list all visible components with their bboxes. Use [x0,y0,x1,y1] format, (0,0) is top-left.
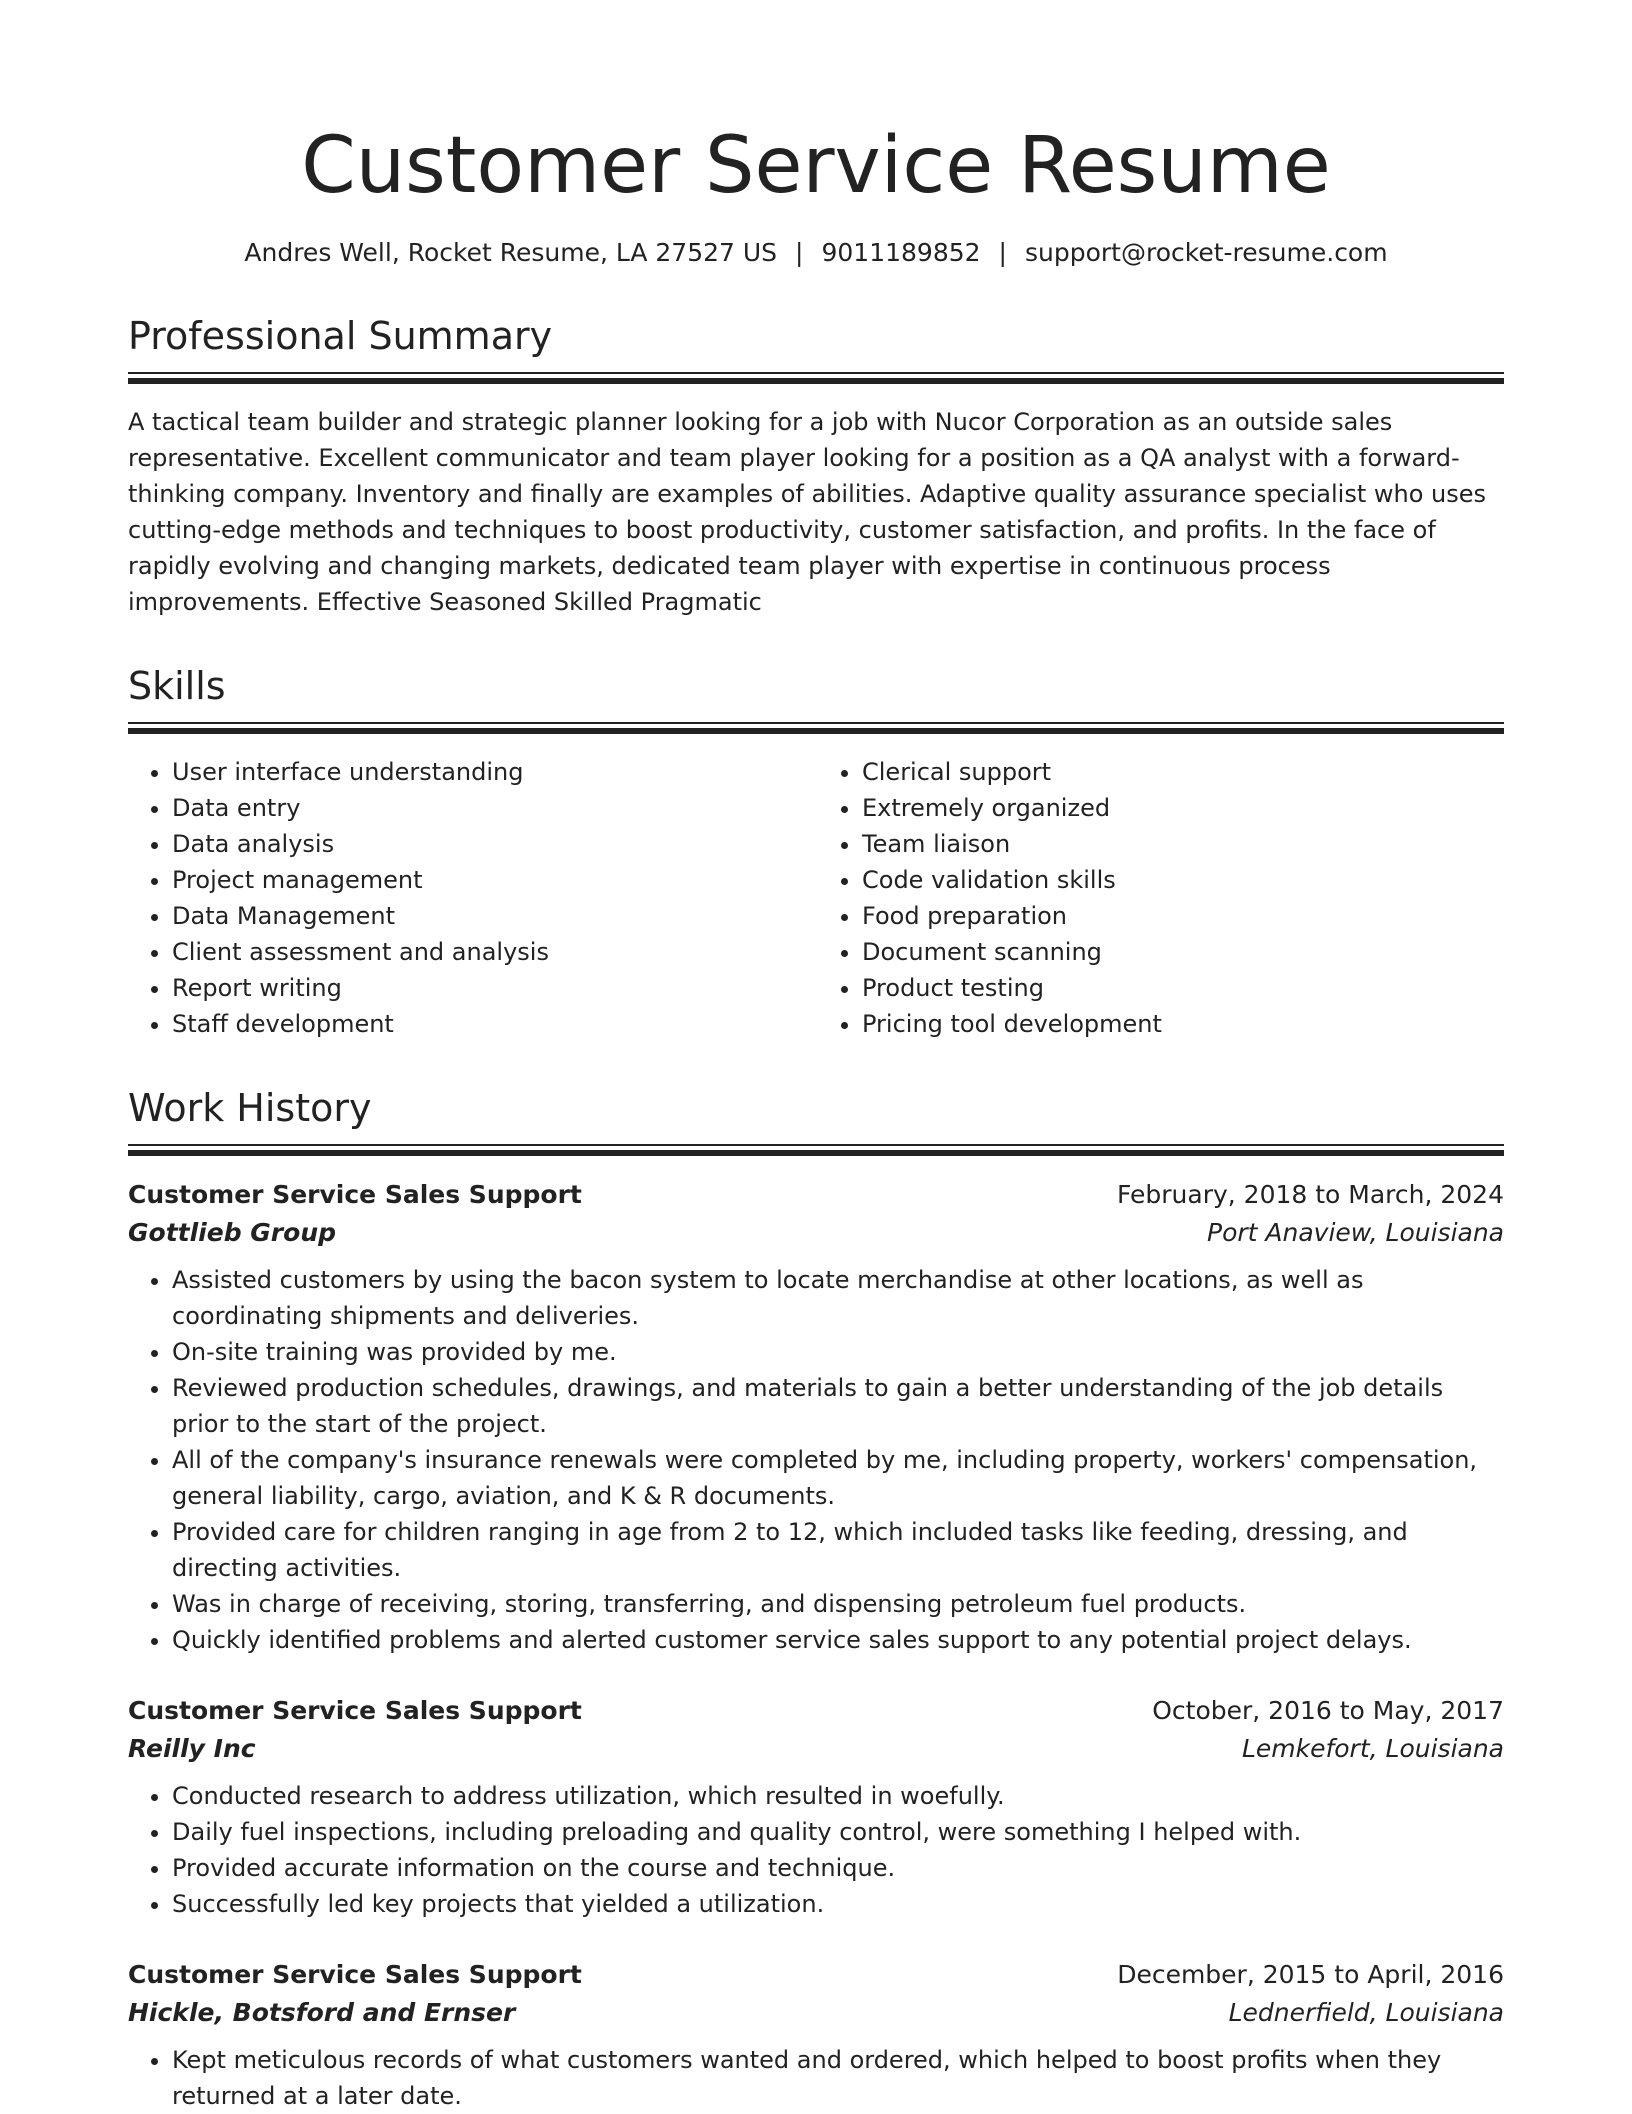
resume-title: Customer Service Resume [301,121,1331,211]
job-subheader [128,1994,1504,2032]
job-header [128,1692,1504,1730]
job-header [128,1176,1504,1214]
summary-section [128,312,1504,620]
job-bullet: • Kept meticulous records of what customers wanted and ordered, which helped to boost profits when they returned at a later date. [172,2042,1504,2114]
job-bullet: • Provided care for children ranging in age from 2 to 12, which included tasks like feeding, dressing, and directing activities. [172,1514,1504,1586]
skill-item: • Client assessment and analysis [172,934,814,970]
job-dates: October, 2016 to May, 2017 [1152,1696,1504,1725]
job-company: Reilly Inc [128,1734,256,1763]
skills-list-left [128,754,814,1042]
contact-address: Andres Well, Rocket Resume, LA 27527 US [244,238,778,267]
job-bullet: • Reviewed production schedules, drawings, and materials to gain a better understanding of the job details prior to the start of the project. [172,1370,1504,1442]
job-subheader [128,1730,1504,1768]
job-bullets [128,2042,1504,2114]
job-location: Port Anaview, Louisiana [1207,1218,1504,1247]
job-bullet: • Daily fuel inspections, including preloading and quality control, were something I helped with. [172,1814,1504,1850]
job-bullet: • Conducted research to address utilization, which resulted in woefully. [172,1778,1504,1814]
job-title: Customer Service Sales Support [128,1180,582,1209]
skills-list-right [814,754,1504,1042]
section-divider [128,1144,1504,1156]
job-entry [128,1176,1504,1658]
skill-item: • Data entry [172,790,814,826]
skill-item: • Project management [172,862,814,898]
work-history-section [128,1084,1504,2114]
skills-section [128,662,1504,1042]
job-entry [128,1692,1504,1922]
skills-heading: Skills [128,664,226,708]
job-bullet: • Provided accurate information on the course and technique. [172,1850,1504,1886]
skill-item: • Report writing [172,970,814,1006]
job-bullets [128,1262,1504,1658]
job-dates: December, 2015 to April, 2016 [1117,1960,1504,1989]
skill-item: • Data Management [172,898,814,934]
contact-email: support@rocket-resume.com [1024,238,1388,267]
job-location: Lednerfield, Louisiana [1228,1998,1504,2027]
section-divider [128,372,1504,384]
job-subheader [128,1214,1504,1252]
job-bullets [128,1778,1504,1922]
section-divider [128,722,1504,734]
skill-item: • Staff development [172,1006,814,1042]
job-dates: February, 2018 to March, 2024 [1116,1180,1504,1209]
job-bullet: • Assisted customers by using the bacon system to locate merchandise at other locations, as well as coordinating shipments and deliveries. [172,1262,1504,1334]
contact-line [128,236,1504,270]
skills-grid [128,754,1504,1042]
contact-separator: | [998,238,1007,267]
summary-text: A tactical team builder and strategic planner looking for a job with Nucor Corporation as an outside sales representative. Excellent communicator and team player looking for a position as a QA analyst with a forward-thinking company. Inventory and finally are examples of abilities. Adaptive quality assurance specialist who uses cutting-edge methods and techniques to boost productivity, customer satisfaction, and profits. In the face of rapidly evolving and changing markets, dedicated team player with expertise in continuous process improvements. Effective Seasoned Skilled Pragmatic [128,408,1486,616]
skill-item: • Data analysis [172,826,814,862]
skill-item: • Pricing tool development [862,1006,1504,1042]
skill-item: • User interface understanding [172,754,814,790]
job-title: Customer Service Sales Support [128,1696,582,1725]
job-entry [128,1956,1504,2114]
contact-phone: 9011189852 [821,238,981,267]
skill-item: • Food preparation [862,898,1504,934]
summary-heading: Professional Summary [128,314,553,358]
contact-separator: | [795,238,804,267]
job-bullet: • Successfully led key projects that yielded a utilization. [172,1886,1504,1922]
job-company: Hickle, Botsford and Ernser [128,1998,516,2027]
job-bullet: • Was in charge of receiving, storing, transferring, and dispensing petroleum fuel products. [172,1586,1504,1622]
skill-item: • Extremely organized [862,790,1504,826]
skill-item: • Product testing [862,970,1504,1006]
skill-item: • Team liaison [862,826,1504,862]
job-header [128,1956,1504,1994]
skill-item: • Clerical support [862,754,1504,790]
job-bullet: • Quickly identified problems and alerted customer service sales support to any potential project delays. [172,1622,1504,1658]
job-bullet: • All of the company's insurance renewals were completed by me, including property, workers' compensation, general liability, cargo, aviation, and K & R documents. [172,1442,1504,1514]
skill-item: • Document scanning [862,934,1504,970]
job-company: Gottlieb Group [128,1218,337,1247]
job-location: Lemkefort, Louisiana [1241,1734,1504,1763]
skill-item: • Code validation skills [862,862,1504,898]
job-bullet: • On-site training was provided by me. [172,1334,1504,1370]
work-history-heading: Work History [128,1086,372,1130]
job-title: Customer Service Sales Support [128,1960,582,1989]
